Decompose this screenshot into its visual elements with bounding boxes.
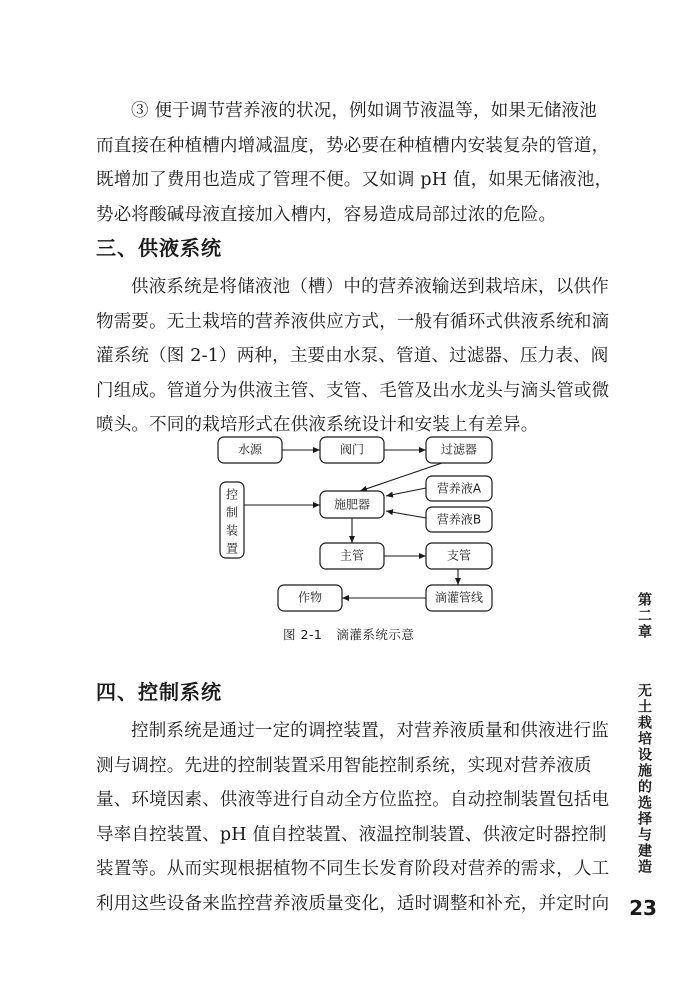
figure-caption [283,625,428,643]
text-line: 控制系统是通过一定的调控装置，对营养液质量和供液进行监 [131,721,609,741]
node-label: 控 [225,487,239,502]
node-crop [278,585,342,611]
edge-nutrient-a-to-fertilizer [386,488,426,496]
node-nutrient-b [426,507,492,532]
edge-nutrient-b-to-fertilizer [386,511,426,518]
chapter-title: 无土栽培设施的选择与建造 [636,683,652,875]
text-line: 测与调控。先进的控制装置采用智能控制系统，实现对营养液质 [96,755,592,776]
node-valve [320,437,384,463]
node-filter [426,437,492,463]
node-label: 作物 [297,590,323,605]
page-number: 23 [629,896,657,920]
node-main-pipe [320,543,384,569]
text-line: ③ 便于调节营养液的状况，例如调节液温等，如果无储液池 [131,101,597,121]
node-drip-line [426,585,492,611]
text-line: 门组成。管道分为供液主管、支管、毛管及出水龙头与滴头管或微 [96,380,610,401]
node-label: 营养液B [436,512,482,527]
figure-number: 图 2-1 [283,627,323,642]
node-label: 支管 [446,548,472,563]
figure-title: 滴灌系统示意 [336,627,415,642]
chapter-number: 第二章 [636,592,652,640]
node-label: 制 [225,505,239,520]
text-line: 利用这些设备来监控营养液质量变化，适时调整和补充，并定时向 [96,893,610,914]
text-line: 喷头。不同的栽培形式在供液系统设计和安装上有差异。 [96,415,539,435]
section-heading-control-system: 四、控制系统 [96,680,222,704]
node-label: 置 [225,541,239,556]
node-control-device [220,482,244,558]
node-label: 滴灌管线 [434,590,484,605]
paragraph-storage-tank [96,94,613,232]
node-label: 阀门 [339,442,365,457]
text-line: 导率自控装置、pH 值自控装置、液温控制装置、供液定时器控制 [96,824,607,845]
paragraph-supply-system [96,270,610,443]
text-line: 装置等。从而实现根据植物不同生长发育阶段对营养的需求，人工 [96,859,610,879]
text-line: 势必将酸碱母液直接加入槽内，容易造成局部过浓的危险。 [96,204,557,225]
drip-irrigation-diagram [200,432,510,642]
text-line: 灌系统（图 2-1）两种，主要由水泵、管道、过滤器、压力表、阀 [96,346,609,366]
node-nutrient-a [426,476,492,501]
text-line: 既增加了费用也造成了管理不便。又如调 pH 值，如果无储液池， [96,170,613,190]
node-label: 装 [225,523,239,538]
node-label: 营养液A [436,481,482,496]
node-water-source [218,437,282,463]
node-label: 水源 [237,442,263,457]
section-heading-supply-system: 三、供液系统 [96,236,222,260]
text-line: 供液系统是将储液池（槽）中的营养液输送到栽培床，以供作 [131,277,609,297]
text-line: 量、环境因素、供液等进行自动全方位监控。自动控制装置包括电 [96,790,610,810]
node-label: 主管 [339,548,365,563]
node-label: 施肥器 [333,497,371,512]
paragraph-control-system [96,714,610,921]
node-fertilizer [320,491,384,518]
text-line: 而直接在种植槽内增减温度，势必要在种植槽内安装复杂的管道， [96,135,610,156]
node-branch-pipe [426,543,492,569]
text-line: 物需要。无土栽培的营养液供应方式，一般有循环式供液系统和滴 [96,311,610,332]
node-label: 过滤器 [440,442,478,457]
